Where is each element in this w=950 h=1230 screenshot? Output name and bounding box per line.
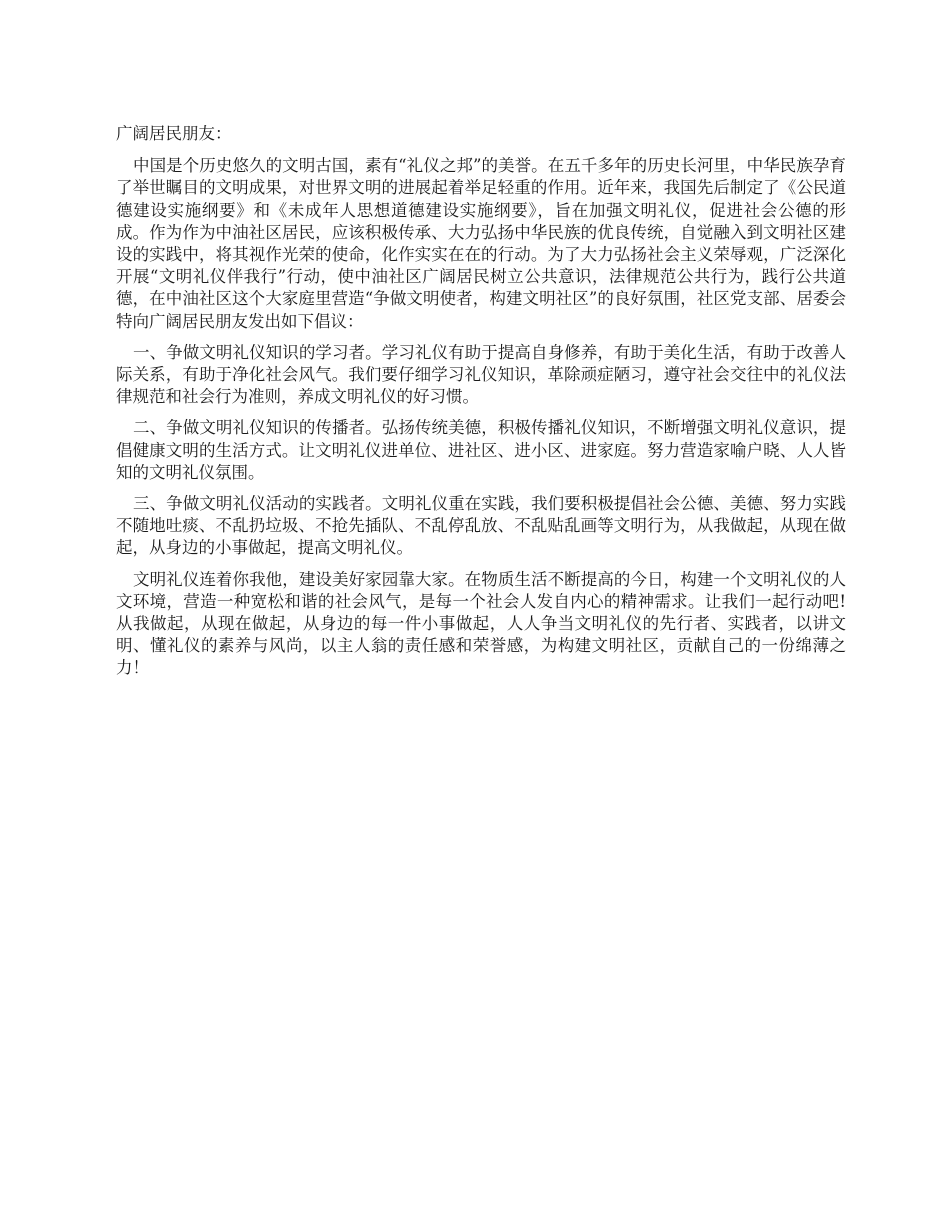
- paragraph-closing: 文明礼仪连着你我他，建设美好家园靠大家。在物质生活不断提高的今日，构建一个文明礼仪的人文环境，营造一种宽松和谐的社会风气，是每一个社会人发自内心的精神需求。让我们一起行动吧!从我做起，从现在做起，从身边的每一件小事做起，人人争当文明礼仪的先行者、实践者，以讲文明、懂礼仪的素养与风尚，以主人翁的责任感和荣誉感，为构建文明社区，贡献自己的一份绵薄之力！: [116, 569, 846, 678]
- salutation: 广阔居民朋友：: [116, 124, 232, 143]
- paragraph-proposal-2: 二、争做文明礼仪知识的传播者。弘扬传统美德，积极传播礼仪知识，不断增强文明礼仪意识，提倡健康文明的生活方式。让文明礼仪进单位、进社区、进小区、进家庭。努力营造家喻户晓、人人皆知的文明礼仪氛围。: [116, 418, 846, 482]
- paragraph-proposal-1: 一、争做文明礼仪知识的学习者。学习礼仪有助于提高自身修养，有助于美化生活，有助于改善人际关系，有助于净化社会风气。我们要仔细学习礼仪知识，革除顽症陋习，遵守社会交往中的礼仪法律规范和社会行为准则，养成文明礼仪的好习惯。: [116, 342, 846, 407]
- paragraph-proposal-3: 三、争做文明礼仪活动的实践者。文明礼仪重在实践，我们要积极提倡社会公德、美德、努力实践不随地吐痰、不乱扔垃圾、不抢先插队、不乱停乱放、不乱贴乱画等文明行为，从我做起，从现在做起，从身边的小事做起，提高文明礼仪。: [116, 494, 846, 558]
- document-body: [116, 123, 846, 689]
- paragraph-intro: 中国是个历史悠久的文明古国，素有“礼仪之邦”的美誉。在五千多年的历史长河里，中华民族孕育了举世瞩目的文明成果，对世界文明的进展起着举足轻重的作用。近年来，我国先后制定了《公民道德建设实施纲要》和《未成年人思想道德建设实施纲要》，旨在加强文明礼仪，促进社会公德的形成。作为作为中油社区居民，应该积极传承、大力弘扬中华民族的优良传统，自觉融入到文明社区建设的实践中，将其视作光荣的使命，化作实实在在的行动。为了大力弘扬社会主义荣辱观，广泛深化开展“文明礼仪伴我行”行动，使中油社区广阔居民树立公共意识，法律规范公共行为，践行公共道德，在中油社区这个大家庭里营造“争做文明使者，构建文明社区”的良好氛围，社区党支部、居委会特向广阔居民朋友发出如下倡议：: [116, 156, 846, 331]
